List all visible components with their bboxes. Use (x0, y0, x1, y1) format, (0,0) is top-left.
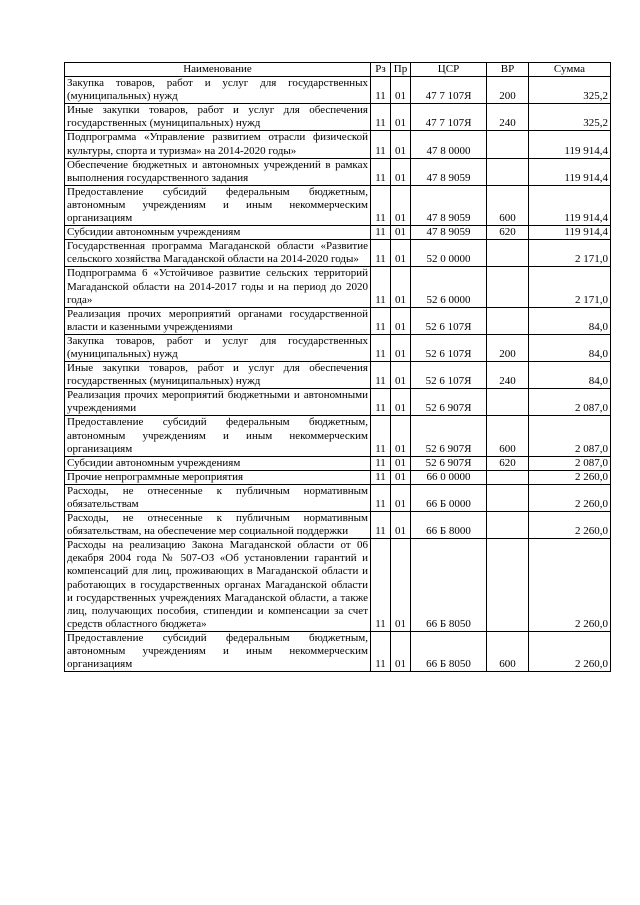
row-vr: 600 (487, 185, 529, 225)
row-pr: 01 (391, 240, 411, 267)
row-rz: 11 (371, 226, 391, 240)
row-pr: 01 (391, 470, 411, 484)
row-sum: 325,2 (529, 104, 611, 131)
table-row (65, 131, 611, 158)
row-csr: 66 Б 8050 (411, 631, 487, 671)
table-row (65, 104, 611, 131)
row-name: Прочие непрограммные мероприятия (65, 470, 371, 484)
row-pr: 01 (391, 631, 411, 671)
row-csr: 66 Б 0000 (411, 484, 487, 511)
row-vr (487, 539, 529, 632)
row-sum: 2 260,0 (529, 631, 611, 671)
row-sum: 119 914,4 (529, 185, 611, 225)
header-row (65, 63, 611, 77)
row-pr: 01 (391, 362, 411, 389)
row-rz: 11 (371, 158, 391, 185)
row-csr: 47 7 107Я (411, 77, 487, 104)
row-name: Предоставление субсидий федеральным бюджетным, автономным учреждениям и иным некоммерческим организациям (65, 185, 371, 225)
row-rz: 11 (371, 267, 391, 307)
table-row (65, 416, 611, 456)
row-csr: 52 6 907Я (411, 416, 487, 456)
row-vr: 620 (487, 226, 529, 240)
row-name: Предоставление субсидий федеральным бюджетным, автономным учреждениям и иным некоммерческим организациям (65, 631, 371, 671)
row-rz: 11 (371, 362, 391, 389)
row-csr: 47 8 9059 (411, 185, 487, 225)
table-row (65, 470, 611, 484)
row-csr: 47 8 0000 (411, 131, 487, 158)
table-row (65, 267, 611, 307)
row-vr (487, 131, 529, 158)
row-csr: 52 6 107Я (411, 307, 487, 334)
row-name: Подпрограмма 6 «Устойчивое развитие сельских территорий Магаданской области на 2014-2017 годы и на период до 2020 года» (65, 267, 371, 307)
row-sum: 2 260,0 (529, 484, 611, 511)
table-row (65, 456, 611, 470)
row-pr: 01 (391, 307, 411, 334)
row-rz: 11 (371, 131, 391, 158)
row-pr: 01 (391, 131, 411, 158)
row-csr: 52 6 107Я (411, 334, 487, 361)
row-name: Закупка товаров, работ и услуг для государственных (муниципальных) нужд (65, 77, 371, 104)
row-name: Реализация прочих мероприятий органами государственной власти и казенными учреждениями (65, 307, 371, 334)
row-sum: 2 260,0 (529, 539, 611, 632)
table-row (65, 512, 611, 539)
row-pr: 01 (391, 334, 411, 361)
row-name: Субсидии автономным учреждениям (65, 226, 371, 240)
row-sum: 2 087,0 (529, 416, 611, 456)
row-vr: 240 (487, 104, 529, 131)
row-csr: 66 Б 8050 (411, 539, 487, 632)
row-pr: 01 (391, 389, 411, 416)
row-pr: 01 (391, 158, 411, 185)
row-name: Закупка товаров, работ и услуг для государственных (муниципальных) нужд (65, 334, 371, 361)
table-row (65, 362, 611, 389)
row-csr: 52 6 0000 (411, 267, 487, 307)
row-vr (487, 389, 529, 416)
header-rz: Рз (371, 63, 391, 77)
header-csr: ЦСР (411, 63, 487, 77)
table-row (65, 631, 611, 671)
row-pr: 01 (391, 456, 411, 470)
row-rz: 11 (371, 416, 391, 456)
row-vr (487, 484, 529, 511)
row-name: Подпрограмма «Управление развитием отрасли физической культуры, спорта и туризма» на 2014-2020 годы» (65, 131, 371, 158)
row-pr: 01 (391, 226, 411, 240)
row-name: Реализация прочих мероприятий бюджетными и автономными учреждениями (65, 389, 371, 416)
table-row (65, 484, 611, 511)
row-rz: 11 (371, 456, 391, 470)
table-row (65, 539, 611, 632)
row-name: Иные закупки товаров, работ и услуг для обеспечения государственных (муниципальных) нужд (65, 362, 371, 389)
row-vr: 200 (487, 77, 529, 104)
row-csr: 47 8 9059 (411, 158, 487, 185)
row-sum: 2 087,0 (529, 389, 611, 416)
row-rz: 11 (371, 484, 391, 511)
row-pr: 01 (391, 416, 411, 456)
row-rz: 11 (371, 389, 391, 416)
row-name: Иные закупки товаров, работ и услуг для обеспечения государственных (муниципальных) нужд (65, 104, 371, 131)
table-row (65, 389, 611, 416)
row-sum: 84,0 (529, 334, 611, 361)
row-rz: 11 (371, 77, 391, 104)
row-sum: 119 914,4 (529, 131, 611, 158)
budget-table (64, 62, 611, 672)
table-row (65, 240, 611, 267)
row-name: Расходы, не отнесенные к публичным нормативным обязательствам (65, 484, 371, 511)
row-vr: 600 (487, 416, 529, 456)
row-sum: 2 260,0 (529, 470, 611, 484)
row-vr (487, 512, 529, 539)
row-rz: 11 (371, 470, 391, 484)
row-vr (487, 470, 529, 484)
row-csr: 66 0 0000 (411, 470, 487, 484)
row-rz: 11 (371, 307, 391, 334)
row-name: Расходы на реализацию Закона Магаданской области от 06 декабря 2004 года № 507-ОЗ «Об установлении гарантий и компенсаций для лиц, проживающих в Магаданской области и работающих в государственных органах Магаданской области и государственных учреждениях Магаданской области, а также лиц, получающих пособия, стипендии и компенсации за счет средств областного бюджета» (65, 539, 371, 632)
row-rz: 11 (371, 512, 391, 539)
row-sum: 2 171,0 (529, 240, 611, 267)
row-vr: 240 (487, 362, 529, 389)
row-name: Государственная программа Магаданской области «Развитие сельского хозяйства Магаданской области на 2014-2020 годы» (65, 240, 371, 267)
row-pr: 01 (391, 185, 411, 225)
row-sum: 325,2 (529, 77, 611, 104)
row-csr: 52 6 907Я (411, 456, 487, 470)
row-rz: 11 (371, 185, 391, 225)
table-row (65, 307, 611, 334)
row-pr: 01 (391, 104, 411, 131)
row-name: Расходы, не отнесенные к публичным нормативным обязательствам, на обеспечение мер социальной поддержки (65, 512, 371, 539)
header-vr: ВР (487, 63, 529, 77)
table-row (65, 334, 611, 361)
row-sum: 84,0 (529, 307, 611, 334)
row-vr: 600 (487, 631, 529, 671)
table-row (65, 77, 611, 104)
row-sum: 119 914,4 (529, 158, 611, 185)
row-pr: 01 (391, 484, 411, 511)
header-pr: Пр (391, 63, 411, 77)
row-sum: 119 914,4 (529, 226, 611, 240)
row-name: Обеспечение бюджетных и автономных учреждений в рамках выполнения государственного задания (65, 158, 371, 185)
row-csr: 52 6 907Я (411, 389, 487, 416)
row-sum: 2 260,0 (529, 512, 611, 539)
header-name: Наименование (65, 63, 371, 77)
row-sum: 84,0 (529, 362, 611, 389)
row-csr: 52 0 0000 (411, 240, 487, 267)
row-vr: 620 (487, 456, 529, 470)
row-pr: 01 (391, 539, 411, 632)
row-rz: 11 (371, 240, 391, 267)
row-rz: 11 (371, 334, 391, 361)
row-vr (487, 240, 529, 267)
header-sum: Сумма (529, 63, 611, 77)
row-vr (487, 267, 529, 307)
row-csr: 66 Б 8000 (411, 512, 487, 539)
row-vr: 200 (487, 334, 529, 361)
row-rz: 11 (371, 631, 391, 671)
row-csr: 47 7 107Я (411, 104, 487, 131)
row-sum: 2 171,0 (529, 267, 611, 307)
table-row (65, 158, 611, 185)
row-vr (487, 307, 529, 334)
row-rz: 11 (371, 539, 391, 632)
row-pr: 01 (391, 512, 411, 539)
table-row (65, 185, 611, 225)
row-pr: 01 (391, 267, 411, 307)
row-csr: 52 6 107Я (411, 362, 487, 389)
row-csr: 47 8 9059 (411, 226, 487, 240)
row-name: Субсидии автономным учреждениям (65, 456, 371, 470)
row-vr (487, 158, 529, 185)
row-name: Предоставление субсидий федеральным бюджетным, автономным учреждениям и иным некоммерческим организациям (65, 416, 371, 456)
table-row (65, 226, 611, 240)
row-pr: 01 (391, 77, 411, 104)
row-sum: 2 087,0 (529, 456, 611, 470)
row-rz: 11 (371, 104, 391, 131)
